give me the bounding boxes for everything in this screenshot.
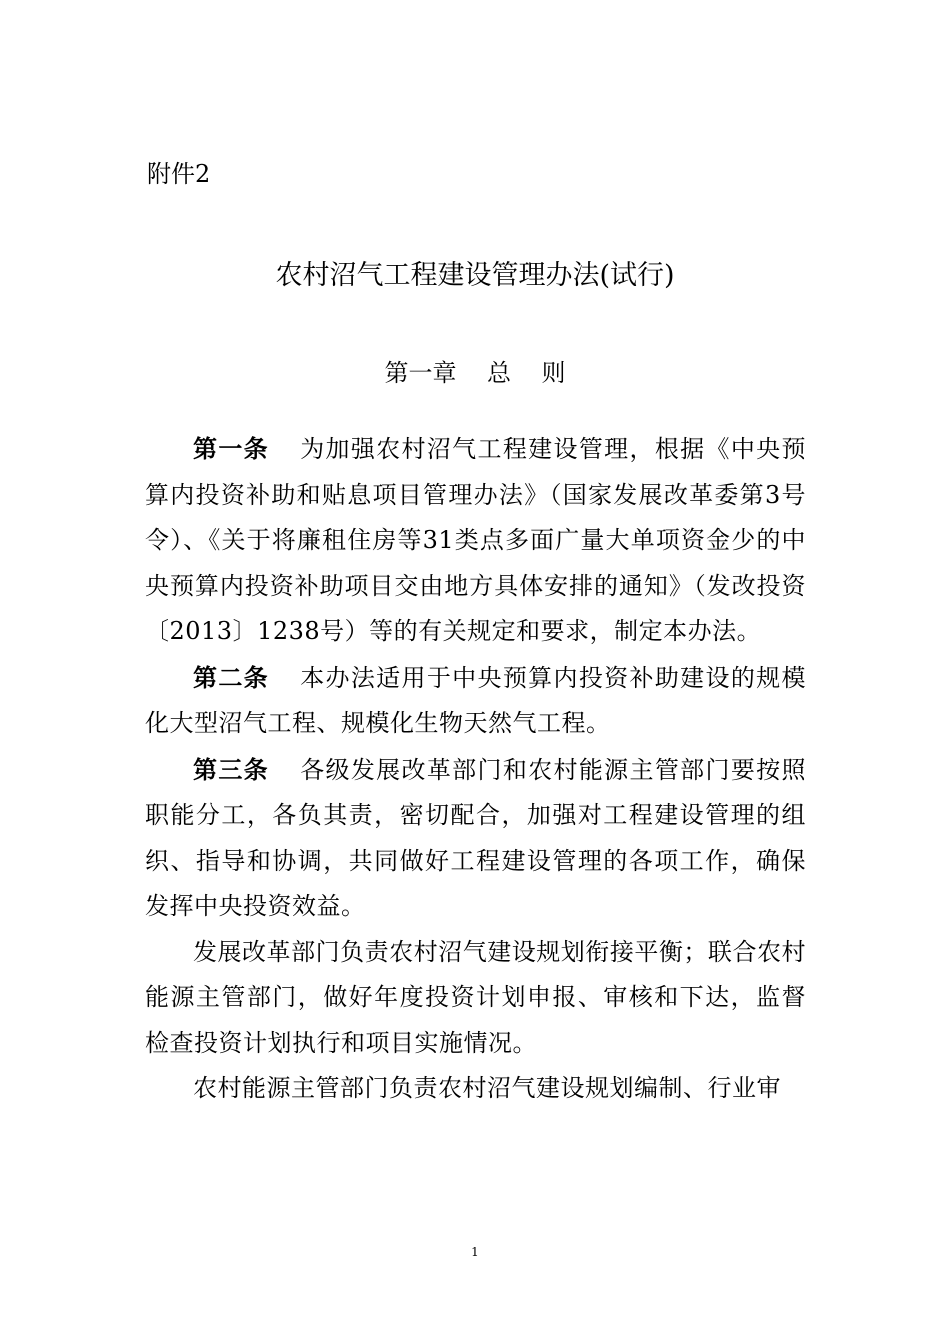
rural-energy-duties-paragraph: [145, 1066, 806, 1112]
page-number: 1: [471, 1245, 479, 1259]
article-2-paragraph: [145, 655, 806, 747]
article-1-text: 为加强农村沼气工程建设管理，根据《中央预算内投资补助和贴息项目管理办法》（国家发展改革委第3号令）、《关于将廉租住房等31类点多面广量大单项资金少的中央预算内投资补助项目交由地方具体安排的通知》（发改投资〔2013〕1238号）等的有关规定和要求，制定本办法。: [145, 435, 807, 645]
document-body: [145, 426, 806, 1112]
development-reform-duties-text: 发展改革部门负责农村沼气建设规划衔接平衡；联合农村能源主管部门，做好年度投资计划申报、审核和下达，监督检查投资计划执行和项目实施情况。: [145, 937, 806, 1057]
article-2-text: 本办法适用于中央预算内投资补助建设的规模化大型沼气工程、规模化生物天然气工程。: [145, 663, 807, 737]
article-3-label: 第三条: [193, 754, 269, 784]
article-2-label: 第二条: [193, 662, 269, 692]
attachment-label: 附件2: [147, 160, 211, 188]
document-title: 农村沼气工程建设管理办法(试行): [275, 260, 675, 291]
rural-energy-duties-text: 农村能源主管部门负责农村沼气建设规划编制、行业审: [193, 1074, 781, 1102]
article-1-label: 第一条: [193, 434, 269, 463]
article-3-paragraph: [145, 747, 806, 930]
article-3-text: 各级发展改革部门和农村能源主管部门要按照职能分工，各负其责，密切配合，加强对工程建设管理的组织、指导和协调，共同做好工程建设管理的各项工作，确保发挥中央投资效益。: [145, 755, 807, 920]
development-reform-duties-paragraph: [145, 930, 806, 1067]
article-1-paragraph: [145, 426, 806, 655]
chapter-heading: 第一章 总 则: [384, 359, 566, 387]
